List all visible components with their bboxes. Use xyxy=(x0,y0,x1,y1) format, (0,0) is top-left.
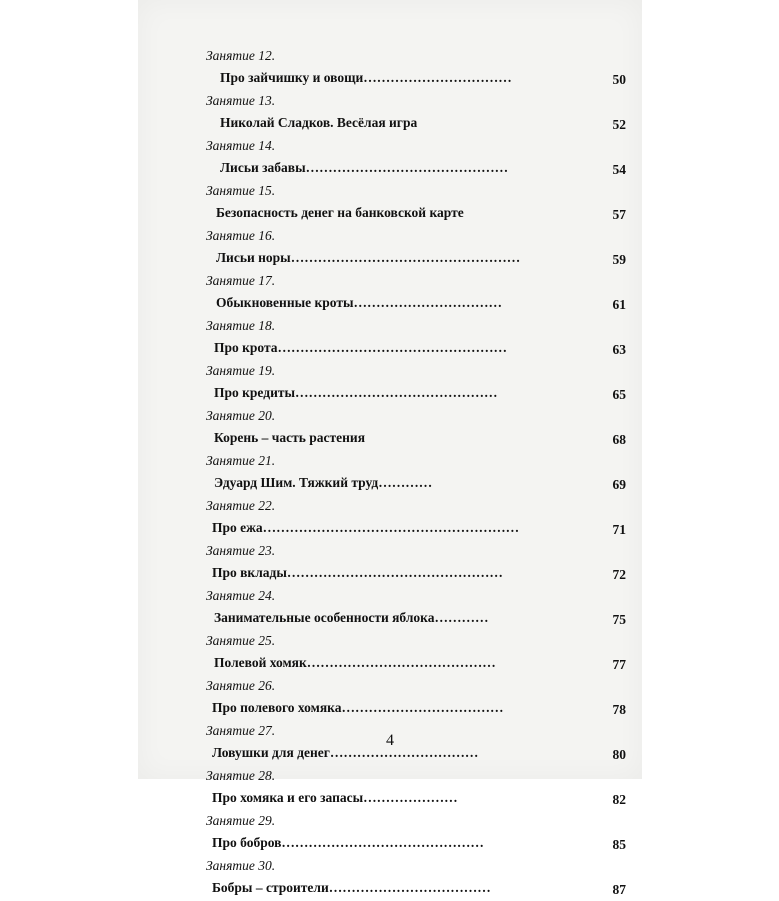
toc-entry-12 xyxy=(138,46,642,91)
toc-entry-17 xyxy=(138,271,642,316)
page-number: 82 xyxy=(612,792,626,807)
lesson-title: Про кредиты……………………………………… xyxy=(214,385,498,400)
page-number: 61 xyxy=(612,297,626,312)
lesson-title: Обыкновенные кроты…………………………… xyxy=(216,295,503,310)
session-label: Занятие 23. xyxy=(206,543,276,558)
book-page xyxy=(138,0,642,897)
page-footer-number: 4 xyxy=(386,732,394,749)
page-number: 77 xyxy=(612,657,626,672)
page-number: 59 xyxy=(612,252,626,267)
lesson-title: Про полевого хомяка……………………………… xyxy=(212,700,504,715)
session-label: Занятие 22. xyxy=(206,498,276,513)
page-number: 57 xyxy=(612,207,626,222)
session-label: Занятие 30. xyxy=(206,858,276,873)
page-number: 75 xyxy=(612,612,626,627)
lesson-title: Эдуард Шим. Тяжкий труд………… xyxy=(214,475,433,490)
lesson-title: Занимательные особенности яблока………… xyxy=(214,610,489,625)
lesson-title: Лисьи норы…………………………………………… xyxy=(216,250,521,265)
toc-entry-30 xyxy=(138,856,642,901)
lesson-title: Про вклады………………………………………… xyxy=(212,565,503,580)
session-label: Занятие 26. xyxy=(206,678,276,693)
page-number: 69 xyxy=(612,477,626,492)
session-label: Занятие 16. xyxy=(206,228,276,243)
session-label: Занятие 12. xyxy=(206,48,276,63)
lesson-title: Про зайчишку и овощи…………………………… xyxy=(220,70,512,85)
session-label: Занятие 29. xyxy=(206,813,276,828)
toc-entry-23 xyxy=(138,541,642,586)
page-number: 68 xyxy=(612,432,626,447)
toc-entry-29 xyxy=(138,811,642,856)
lesson-title: Про крота…………………………………………… xyxy=(214,340,508,355)
session-label: Занятие 17. xyxy=(206,273,276,288)
page-number: 71 xyxy=(612,522,626,537)
page-number: 50 xyxy=(612,72,626,87)
lesson-title: Полевой хомяк…………………………………… xyxy=(214,655,496,670)
page-number: 63 xyxy=(612,342,626,357)
lesson-title: Про ежа………………………………………………… xyxy=(212,520,520,535)
page-number: 72 xyxy=(612,567,626,582)
toc-entry-15 xyxy=(138,181,642,226)
toc-entry-20 xyxy=(138,406,642,451)
toc-entry-25 xyxy=(138,631,642,676)
lesson-title: Николай Сладков. Весёлая игра xyxy=(220,115,418,130)
session-label: Занятие 18. xyxy=(206,318,276,333)
page-number: 78 xyxy=(612,702,626,717)
page-number: 85 xyxy=(612,837,626,852)
lesson-title: Про бобров……………………………………… xyxy=(212,835,484,850)
page-number: 52 xyxy=(612,117,626,132)
toc-entry-22 xyxy=(138,496,642,541)
lesson-title: Ловушки для денег…………………………… xyxy=(212,745,479,760)
session-label: Занятие 24. xyxy=(206,588,276,603)
page-number: 87 xyxy=(612,882,626,897)
session-label: Занятие 28. xyxy=(206,768,276,783)
toc-entry-18 xyxy=(138,316,642,361)
session-label: Занятие 13. xyxy=(206,93,276,108)
toc-entry-16 xyxy=(138,226,642,271)
lesson-title: Корень – часть растения xyxy=(214,430,366,445)
toc-entry-13 xyxy=(138,91,642,136)
toc-entry-21 xyxy=(138,451,642,496)
lesson-title: Безопасность денег на банковской карте xyxy=(216,205,464,220)
session-label: Занятие 20. xyxy=(206,408,276,423)
lesson-title: Про хомяка и его запасы………………… xyxy=(212,790,458,805)
toc-entry-14 xyxy=(138,136,642,181)
page-number: 80 xyxy=(612,747,626,762)
page-number: 65 xyxy=(612,387,626,402)
session-label: Занятие 21. xyxy=(206,453,276,468)
session-label: Занятие 25. xyxy=(206,633,276,648)
lesson-title: Бобры – строители……………………………… xyxy=(212,880,491,895)
toc-entry-24 xyxy=(138,586,642,631)
table-of-contents xyxy=(138,46,642,901)
session-label: Занятие 14. xyxy=(206,138,276,153)
page-number: 54 xyxy=(612,162,626,177)
session-label: Занятие 15. xyxy=(206,183,276,198)
toc-entry-28 xyxy=(138,766,642,811)
lesson-title: Лисьи забавы……………………………………… xyxy=(220,160,509,175)
session-label: Занятие 27. xyxy=(206,723,276,738)
toc-entry-26 xyxy=(138,676,642,721)
session-label: Занятие 19. xyxy=(206,363,276,378)
toc-entry-19 xyxy=(138,361,642,406)
